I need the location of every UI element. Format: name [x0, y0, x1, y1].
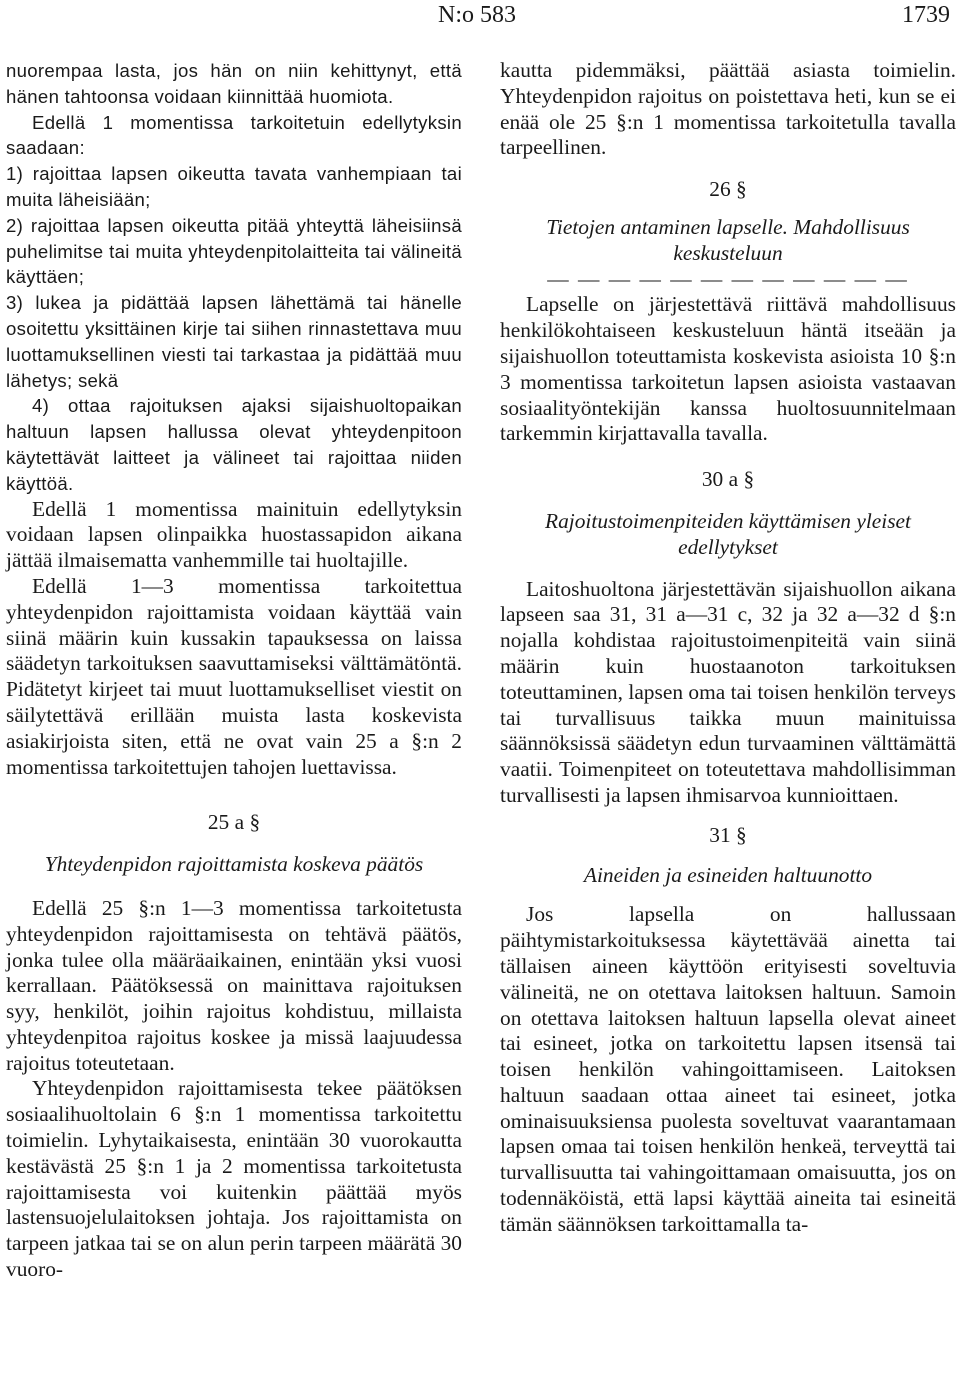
paragraph: Jos lapsella on hallussaan päihtymistarkoituksessa käytettävää ainetta tai tällaisen aineen käyttöön erityisesti soveltuvia välineitä, ne on otettava laitoksen haltuun. Samoin on otettava laitoksen haltuun lapsella olevat aineet tai esineet, jotka on tarkoitettu lapsen itsensä tai toisen henkilön vahingoittamiseen. Laitoksen haltuun saadaan ottaa aineet tai esineet, jotka ominaisuuksiensa puolesta soveltuvat vaarantamaan lapsen omaa tai toisen henkilön henkeä, terveyttä tai turvallisuutta tai vahingoittamaan omaisuutta, jos on todennäköistä, että lapsi käyttää aineita tai esineitä tämän säännöksen tarkoittamalla ta- — [500, 902, 956, 1236]
paragraph: Edellä 1 momentissa mainituin edellytyksin voidaan lapsen olinpaikka huostassapidon aikana jättää ilmaisematta vanhemmille tai huoltajille. — [6, 496, 462, 573]
section-number: 25 a § — [207, 810, 261, 835]
issue-number: N:o 583 — [438, 2, 516, 28]
right-column — [500, 58, 956, 1238]
paragraph: Yhteydenpidon rajoittamisesta tekee päätöksen sosiaalihuoltolain 6 §:n 1 momentissa tarkoitettu toimielin. Lyhytaikaisesta, enintään 30 vuorokautta kestävästä 25 §:n 1 ja 2 momentissa tarkoitetusta rajoittamisesta voi kuitenkin päättää myös lastensuojelulaitoksen johtaja. Jos rajoittamista on tarpeen jatkaa tai se on alun perin tarpeen määrätä 30 vuoro- — [6, 1076, 462, 1282]
list-item: 1) rajoittaa lapsen oikeutta tavata vanhempiaan tai muita läheisiään; — [6, 163, 462, 210]
list-item: 2) rajoittaa lapsen oikeutta pitää yhteyttä läheisiinsä puhelimitse tai muita yhteydenpitolaitteita tai välineitä käyttäen; — [6, 214, 462, 288]
section-number: 26 § — [709, 177, 747, 202]
paragraph: Edellä 1 momentissa tarkoitetuin edellytyksin saadaan: — [6, 111, 462, 159]
page-number: 1739 — [902, 2, 950, 28]
paragraph: kautta pidemmäksi, päättää asiasta toimielin. Yhteydenpidon rajoitus on poistettava heti, kun se ei enää ole 25 §:n 1 momentissa tarkoitetulla tavalla tarpeellinen. — [500, 58, 956, 160]
section-number: 31 § — [709, 822, 747, 847]
omission-dashes: — — — — — — — — — — — — — [547, 266, 909, 291]
section-title: Tietojen antaminen lapselle. Mahdollisuus keskusteluun — [546, 214, 910, 265]
page-header — [0, 0, 960, 40]
paragraph: nuorempaa lasta, jos hän on niin kehittynyt, että hänen tahtoonsa voidaan kiinnittää huomiota. — [6, 60, 462, 107]
paragraph: Edellä 1—3 momentissa tarkoitettua yhteydenpidon rajoittamista voidaan käyttää vain siinä määrin kuin kussakin tapauksessa on laissa säädetyn tarkoituksen saavuttamiseksi välttämätöntä. Pidätetyt kirjeet tai muut luottamukselliset viestit on säilytettävä erillään muista lasta koskevista asiakirjoista siten, että ne ovat vain 25 a §:n 2 momentissa tarkoitettujen tahojen luettavissa. — [6, 573, 462, 779]
paragraph: Edellä 25 §:n 1—3 momentissa tarkoitetusta yhteydenpidon rajoittamisesta on tehtävä päätös, jonka tulee olla määräaikainen, enintään yksi vuosi kerrallaan. Päätöksessä on mainittava rajoituksen syy, henkilöt, joihin rajoitus kohdistuu, millaista yhteydenpitoa rajoitus koskee ja missä laajuudessa rajoitus toteutetaan. — [6, 895, 462, 1075]
list-item: 3) lukea ja pidättää lapsen lähettämä tai hänelle osoitettu yksittäinen kirje tai siihen rinnastettava muu luottamuksellinen viesti tai tarkastaa ja pidättää muu lähetys; sekä — [6, 292, 462, 391]
left-column — [6, 58, 462, 1283]
section-title: Rajoitustoimenpiteiden käyttämisen yleiset edellytykset — [545, 508, 911, 559]
paragraph: Laitoshuoltona järjestettävän sijaishuollon aikana lapseen saa 31, 31 a—31 c, 32 ja 32 a—32 d §:n nojalla kohdistaa rajoitustoimenpiteitä vain siinä määrin kuin huostaanoton tarkoituksen toteuttaminen, lapsen oma tai toisen henkilön terveys tai turvallisuus taikka muun mainituissa säännöksissä säädetyn edun turvaaminen välttämättä vaatii. Toimenpiteet on toteutettava mahdollisimman turvallisesti ja lapsen ihmisarvoa kunnioittaen. — [500, 576, 956, 807]
section-title: Yhteydenpidon rajoittamista koskeva päätös — [44, 852, 424, 877]
paragraph: Lapselle on järjestettävä riittävä mahdollisuus henkilökohtaiseen keskusteluun häntä itseään ja sijaishuollon toteuttamista koskevista asioista 10 §:n 3 momentissa tarkoitetun lapsen asioista vastaavan sosiaalityöntekijän kanssa huoltosuunnitelmaan tarkemmin kirjattavalla tavalla. — [500, 292, 956, 446]
section-number: 30 a § — [701, 467, 755, 492]
section-title: Aineiden ja esineiden haltuunotto — [583, 862, 873, 887]
list-item: 4) ottaa rajoituksen ajaksi sijaishuoltopaikan haltuun lapsen hallussa olevat yhteydenpitoon käytettävät laitteet ja välineet tai rajoittaa niiden käyttöä. — [6, 395, 462, 494]
